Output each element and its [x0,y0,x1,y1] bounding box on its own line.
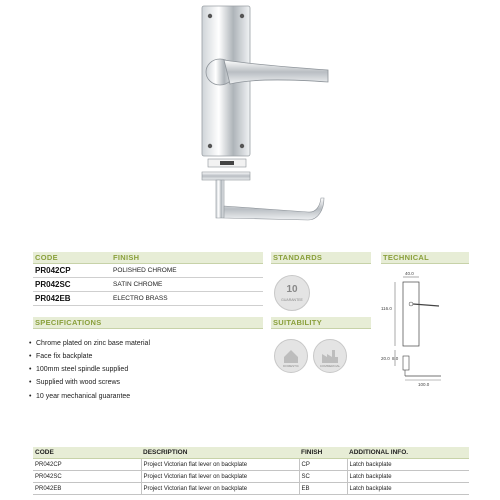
cell-info: Latch backplate [347,471,469,483]
product-row [33,279,263,292]
commercial-badge [313,339,347,373]
product-finish: SATIN CHROME [113,281,163,288]
product-row [33,293,263,306]
technical-header [381,252,469,264]
col-description: DESCRIPTION [141,447,299,459]
table-row [33,483,469,495]
cell-description: Project Victorian flat lever on backplate [141,471,299,483]
cell-finish: CP [299,459,347,471]
col-code: CODE [33,447,141,459]
col-additional-info: ADDITIONAL INFO. [347,447,469,459]
spec-item: • 10 year mechanical guarantee [36,393,130,400]
product-row [33,265,263,278]
cell-code: PR042EB [33,483,141,495]
specifications-header [33,317,263,329]
guarantee-text: GUARANTEE [281,298,303,302]
standards-title: STANDARDS [273,253,323,262]
cell-code: PR042SC [33,471,141,483]
col-finish: FINISH [299,447,347,459]
dim-lever: 100.0 [418,382,430,387]
dim-height: 116.0 [381,306,392,311]
technical-title: TECHNICAL [383,253,430,262]
suitability-title: SUITABILITY [273,318,322,327]
product-table-header [33,252,263,264]
product-image [180,0,330,230]
product-finish: POLISHED CHROME [113,267,177,274]
domestic-label: DOMESTIC [283,364,299,368]
standards-header [271,252,371,264]
finish-header: FINISH [113,253,140,262]
spec-item: • Face fix backplate [36,353,92,360]
suitability-header [271,317,371,329]
cell-description: Project Victorian flat lever on backplate [141,483,299,495]
product-code: PR042EB [35,294,71,303]
cell-finish: SC [299,471,347,483]
cell-info: Latch backplate [347,483,469,495]
dim-width: 40.0 [405,271,414,276]
domestic-badge [274,339,308,373]
table-row [33,459,469,471]
guarantee-badge [274,275,310,311]
cell-code: PR042CP [33,459,141,471]
product-finish: ELECTRO BRASS [113,295,168,302]
dim-spindle: 8.0 [392,356,399,361]
table-row [33,471,469,483]
spec-item: • 100mm steel spindle supplied [36,366,128,373]
cell-info: Latch backplate [347,459,469,471]
product-code: PR042CP [35,266,71,275]
dim-gap: 20.0 [381,356,390,361]
spec-item: • Supplied with wood screws [36,379,120,386]
cell-finish: EB [299,483,347,495]
product-details-table [33,447,469,495]
table-header-row [33,447,469,459]
product-code: PR042SC [35,280,71,289]
guarantee-number: 10 [286,284,298,295]
technical-drawing [381,266,469,386]
cell-description: Project Victorian flat lever on backplate [141,459,299,471]
spec-item: • Chrome plated on zinc base material [36,340,150,347]
specifications-title: SPECIFICATIONS [35,318,102,327]
commercial-label: COMMERCIAL [319,364,341,368]
code-header: CODE [35,253,58,262]
